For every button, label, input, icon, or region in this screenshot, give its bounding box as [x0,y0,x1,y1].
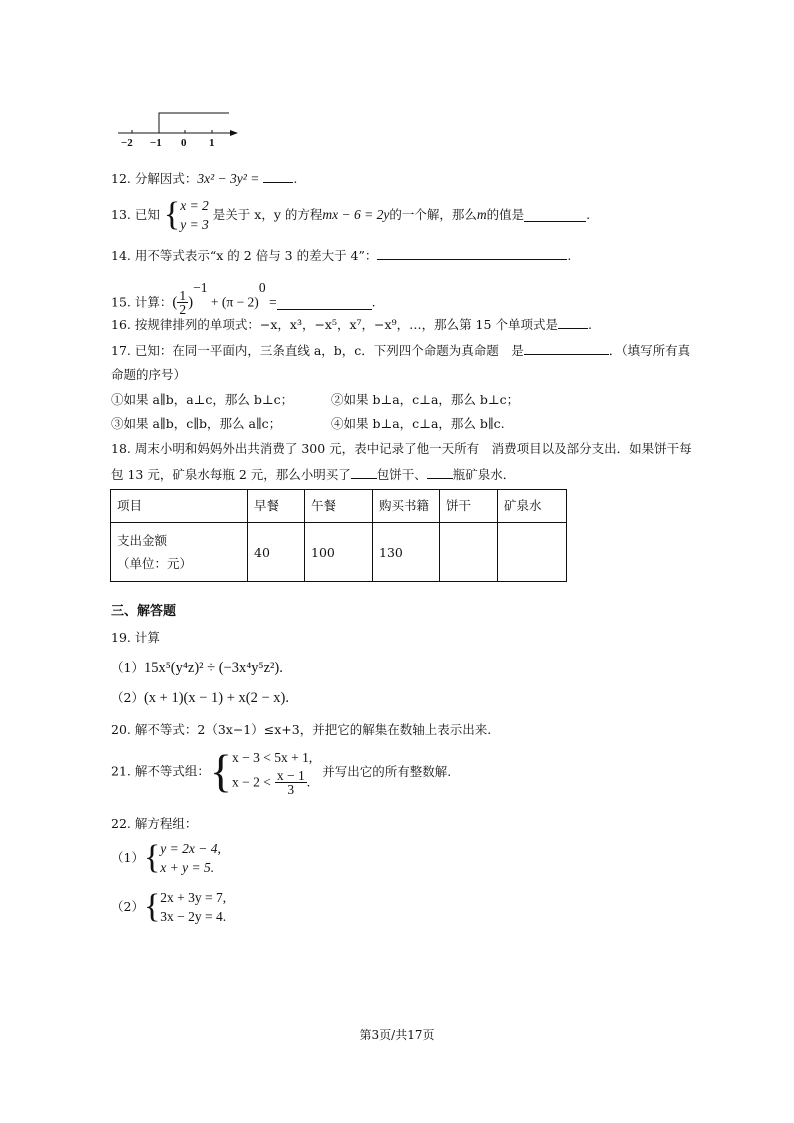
q13-equation: mx − 6 = 2y [322,207,390,222]
q21-ineq2 [232,769,312,796]
question-19 [111,629,160,647]
table-header-cell: 午餐 [305,490,373,523]
question-22 [111,815,197,833]
question-13 [111,196,590,234]
tick-label-neg2: −2 [121,137,133,149]
q22-p2-label: （2） [111,899,144,914]
q18-line2a: 包 13 元，矿泉水每瓶 2 元，那么小明买了 [111,467,351,482]
q13-answer-blank[interactable] [524,208,586,222]
question-20 [111,721,491,739]
q18-line1: 周末小明和妈妈外出共消费了 300 元，表中记录了他一天所有 消费项目以及部分支出．如果饼干每 [134,441,692,456]
q17-option-1: ①如果 a∥b，a⊥c，那么 b⊥c； [111,392,294,407]
q13-var: m [476,207,487,222]
q17-line1: 已知：在同一平面内，三条直线 a，b，c．下列四个命题为真命题 是 [134,343,524,358]
q15-end: . [371,294,376,310]
q18-line2c: 瓶矿泉水． [452,467,516,482]
q16-answer-blank[interactable] [558,315,588,329]
q22-p2-system [160,888,226,926]
q19-p1-expr: 15x⁵(y⁴z)² ÷ (−3x⁴y⁵z²). [143,660,283,676]
q21-ineq2-pre: x − 2 < [231,774,271,790]
solution-range-bracket [159,113,229,133]
q13-number: 13. [111,207,131,222]
table-row-label-1: 支出金额 [117,533,168,548]
q19-p2-expr: (x + 1)(x − 1) + x(2 − x). [143,690,290,706]
q21-ineq1: x − 3 < 5x + 1, [231,750,313,765]
q15-fraction [177,289,188,316]
q21-frac-den: 3 [287,782,295,797]
q19-part-1 [111,659,283,677]
q15-open-paren: ( [172,294,178,311]
q22-p2-brace: { [143,888,161,925]
q13-eq2: y = 3 [180,217,209,232]
table-header-cell: 项目 [111,490,248,523]
q16-end: . [587,317,592,332]
table-header-cell: 饼干 [440,490,498,523]
section-heading: 三、解答题 [111,604,177,619]
q13-text-post: 的一个解，那么 [389,207,477,222]
expense-table [110,489,567,582]
q13-end: . [586,207,591,222]
table-header-cell: 矿泉水 [498,490,567,523]
tick-label-neg1: −1 [150,137,162,149]
q12-answer-blank[interactable] [263,169,293,183]
q20-text: 解不等式：2（3x−1）≤x+3，并把它的解集在数轴上表示出来. [134,722,492,737]
q13-system [180,196,209,234]
q17-option-4: ④如果 b⊥a，c⊥a，那么 b∥c. [331,416,505,431]
q12-text: 分解因式： [134,171,198,186]
q14-number: 14. [111,248,131,263]
q17-line1-end: ．（填写所有真 [608,343,691,358]
q15-expr-c: = [265,294,277,310]
q19-text: 计算 [134,630,160,645]
question-16 [111,315,592,334]
q19-p1-label: （1） [111,660,144,675]
q17-line2: 命题的序号） [111,367,187,382]
q22-p1-eq2: x + y = 5. [160,860,215,875]
q17-option-3: ③如果 a∥b，c∥b，那么 a∥c； [111,416,282,431]
table-cell: 130 [373,523,440,582]
q19-number: 19. [111,630,131,645]
q19-p2-label: （2） [111,690,144,705]
q15-text: 计算： [134,294,173,310]
q13-eq1: x = 2 [180,198,209,213]
table-header-cell: 早餐 [248,490,305,523]
page-footer: 第3页/共17页 [359,1028,435,1042]
q12-end: . [293,171,298,186]
q16-number: 16. [111,317,131,332]
q22-part-2 [111,888,226,926]
q22-p1-system [160,839,221,877]
q22-p1-label: （1） [111,850,144,865]
number-line-arrow [230,130,238,136]
q14-end: . [567,248,572,263]
question-18-line1 [111,440,692,458]
tick-label-1: 1 [209,137,215,149]
q18-biscuit-blank[interactable] [351,465,377,479]
table-header-cell: 购买书籍 [373,490,440,523]
q13-brace: { [163,196,181,233]
table-cell: 100 [305,523,373,582]
question-18-line2 [111,465,515,484]
table-cell-water[interactable] [498,523,567,582]
q14-text: 用不等式表示“x 的 2 倍与 3 的差大于 4”： [134,248,378,263]
q12-expression: 3x² − 3y² = [197,171,260,186]
q21-fraction [275,769,307,796]
q22-p2-eq2: 3x − 2y = 4. [160,909,227,924]
q13-text-end: 的值是 [486,207,525,222]
q15-exp2: 0 [258,280,266,295]
q18-water-blank[interactable] [427,465,453,479]
q22-number: 22. [111,816,131,831]
question-14 [111,246,571,265]
table-row-label-2: （单位：元） [117,556,193,571]
q16-text: 按规律排列的单项式：−x，x³，−x⁵，x⁷，−x⁹，…，那么第 15 个单项式是 [134,317,558,332]
q21-ineq2-post: . [306,774,311,790]
q15-expr-b: + (π − 2) [207,294,259,310]
q21-system [232,747,312,796]
question-21 [111,747,451,796]
q22-p2-eq1: 2x + 3y = 7, [160,890,227,905]
q19-part-2 [111,689,289,707]
q18-line2b: 包饼干、 [376,467,427,482]
table-header-row [111,490,567,523]
q22-p1-brace: { [143,839,161,876]
q18-number: 18. [111,441,131,456]
question-15 [111,278,376,316]
table-cell-biscuit[interactable] [440,523,498,582]
q21-text: 解不等式组： [134,763,210,779]
q15-answer-blank[interactable] [277,296,372,310]
q22-p1-eq1: y = 2x − 4, [160,841,221,856]
q22-part-1 [111,839,221,877]
q17-option-2: ②如果 b⊥a，c⊥a，那么 b⊥c； [331,392,520,407]
q15-frac-num: 1 [179,288,187,303]
tick-label-0: 0 [181,137,187,149]
table-row [111,523,567,582]
table-row-label [111,523,248,582]
q14-answer-blank[interactable] [377,246,567,260]
q13-text-pre: 已知 [134,207,160,222]
question-17-line1 [111,341,690,360]
q21-brace: { [209,745,232,797]
q17-answer-blank[interactable] [524,341,609,355]
q12-number: 12. [111,171,131,186]
q21-frac-num: x − 1 [276,768,305,783]
table-cell: 40 [248,523,305,582]
q15-expr-a: ) [188,294,194,311]
q13-text-mid: 是关于 x，y 的方程 [212,207,323,222]
q22-text: 解方程组： [134,816,198,831]
q15-frac-den: 2 [179,302,187,317]
q21-text-post: 并写出它的所有整数解. [322,763,452,779]
q17-number: 17. [111,343,131,358]
q15-number: 15. [111,294,131,310]
q20-number: 20. [111,722,131,737]
q15-exp1: −1 [193,280,208,295]
q21-number: 21. [111,763,131,779]
question-12 [111,169,297,188]
